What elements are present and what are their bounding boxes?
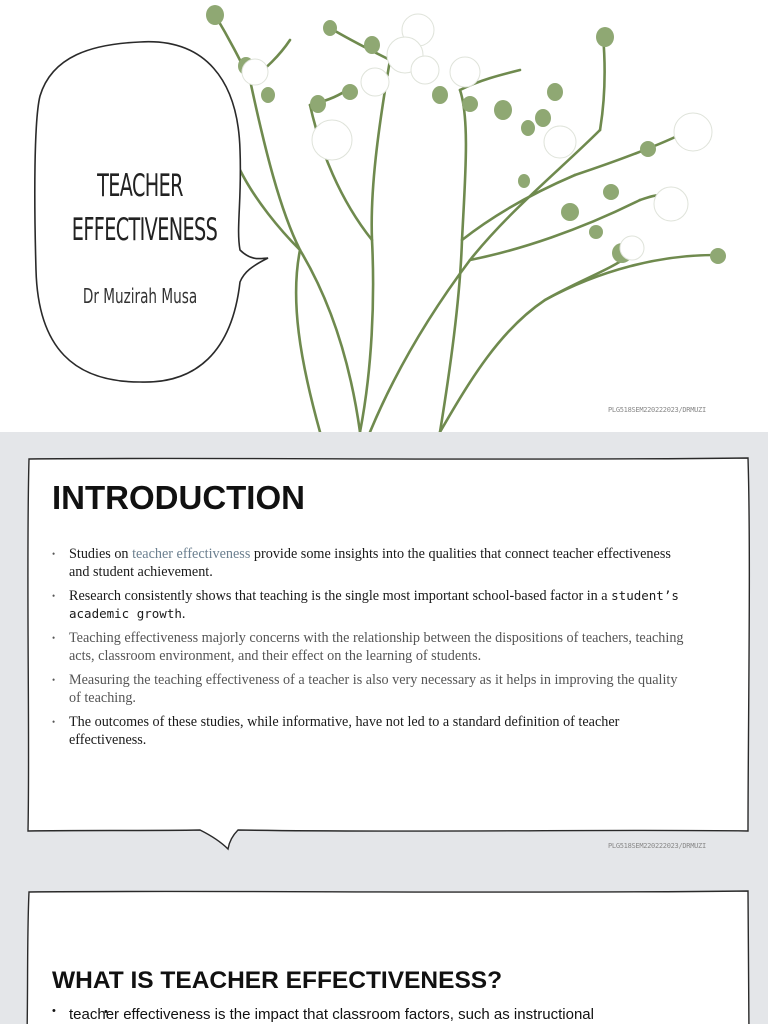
bullet-item: • • teacher effectiveness is the impact that classroom factors, such as instructional bbox=[52, 1006, 729, 1023]
bullet-list bbox=[52, 545, 692, 755]
what-is-slide bbox=[0, 866, 768, 1024]
bullet-item: • Studies on teacher effectiveness provide some insights into the qualities that connect teacher effectiveness and student achievement. bbox=[52, 545, 692, 581]
title-slide bbox=[0, 0, 768, 432]
bullet-item: • The outcomes of these studies, while informative, have not led to a standard definition of teacher effectiveness. bbox=[52, 713, 692, 749]
bullet-marker: • • bbox=[52, 1005, 56, 1017]
bullet-item: • Measuring the teaching effectiveness of a teacher is also very necessary as it helps in improving the quality of teaching. bbox=[52, 671, 692, 707]
bullet-item: • Teaching effectiveness majorly concerns with the relationship between the dispositions of teachers, teaching acts, classroom environment, and their effect on the learning of students. bbox=[52, 629, 692, 665]
title-line-1: TEACHER bbox=[97, 168, 183, 204]
footer-code: PLG518SEM220222023/DRMUZI bbox=[608, 406, 706, 414]
slide-heading: WHAT IS TEACHER EFFECTIVENESS? bbox=[52, 967, 503, 994]
author-name: Dr Muzirah Musa bbox=[82, 284, 198, 308]
title-line-2: EFFECTIVENESS bbox=[71, 212, 218, 248]
introduction-slide bbox=[0, 433, 768, 865]
slide-heading: INTRODUCTION bbox=[52, 479, 305, 516]
speech-box-frame bbox=[0, 866, 768, 1024]
footer-code: PLG518SEM220222023/DRMUZI bbox=[608, 842, 706, 850]
bullet-item: • Research consistently shows that teaching is the single most important school-based factor in a student’s academic growth. bbox=[52, 587, 692, 623]
